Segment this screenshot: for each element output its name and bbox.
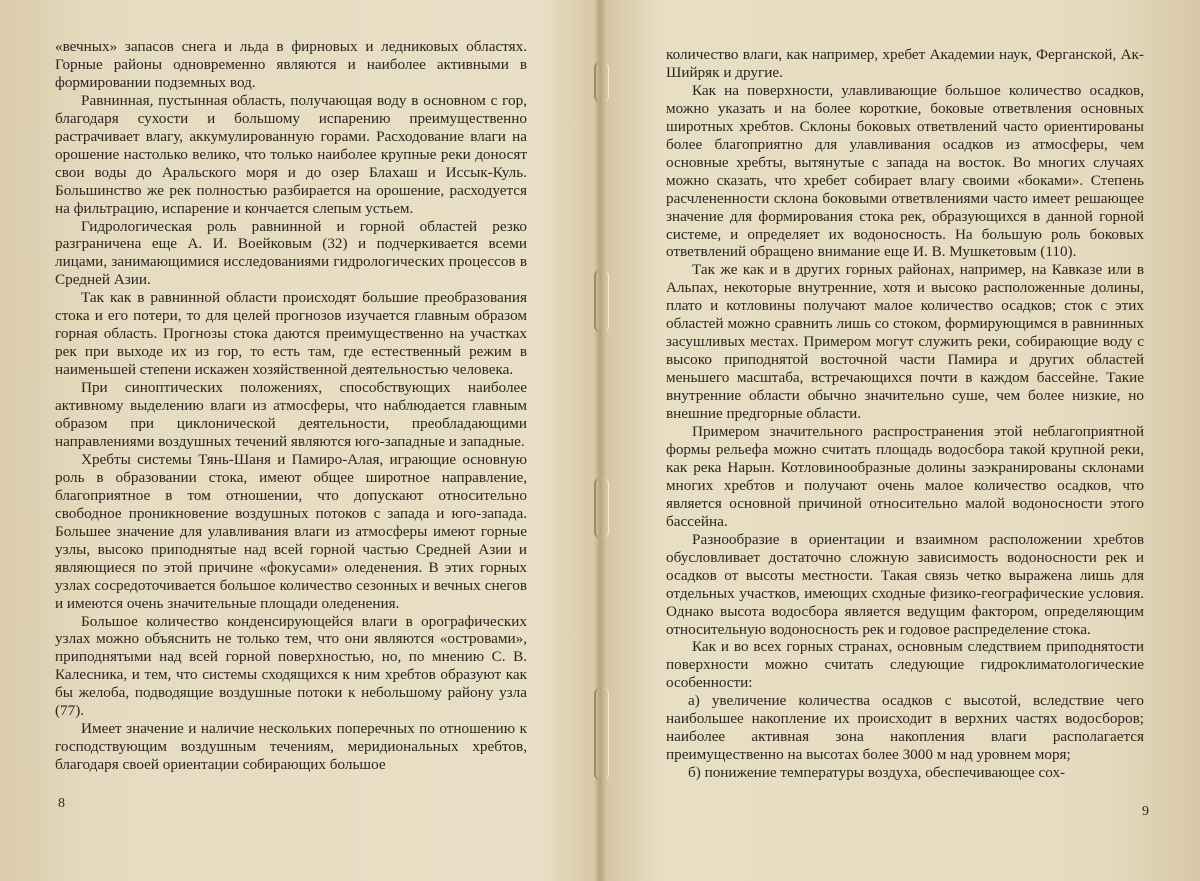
paragraph: Примером значительного распространения этой неблагоприятной формы рельефа можно считать площадь водосбора такой крупной реки, как река Нарын. Котловинообразные долины заэкранированы склонами многих хребтов и получают очень малое количество осадков, что является основной причиной относительно малой водоносности этого бассейна. [666, 423, 1144, 530]
right-page [602, 0, 1200, 881]
paragraph: При синоптических положениях, способствующих наиболее активному выделению влаги из атмосферы, что наблюдается главным образом при циклонической деятельности, преобладающими направлениями воздушных течений являются юго-западные и западные. [55, 379, 527, 450]
paragraph: Хребты системы Тянь-Шаня и Памиро-Алая, играющие основную роль в образовании стока, имеют общее широтное направление, благоприятное в том отношении, что допускают относительно свободное проникновение воздушных потоков с запада и юго-запада. Большее значение для улавливания влаги из атмосферы имеют горные узлы, высоко приподнятые над всей горной частью Средней Азии и являющиеся по этой причине «фокусами» оледенения. В этих горных узлах сосредоточивается большое количество сезонных и вечных снегов и имеются очень значительные площади оледенения. [55, 450, 527, 612]
page-number: 8 [58, 796, 65, 811]
paragraph: Так как в равнинной области происходят большие преобразования стока и его потери, то для целей прогнозов изучается главным образом горная область. Прогнозы стока даются преимущественно на участках рек при выходе их из гор, то есть там, где естественный режим в наименьшей степени искажен хозяйственной деятельностью человека. [55, 289, 527, 379]
left-page [0, 0, 598, 881]
paragraph: Имеет значение и наличие нескольких поперечных по отношению к господствующим воздушным течениям, меридиональных хребтов, благодаря своей ориентации собирающих большое [55, 720, 527, 774]
page-number: 9 [1142, 804, 1149, 819]
list-item: а) увеличение количества осадков с высотой, вследствие чего наибольшее накопление их происходит в верхних частях водосборов; наиболее активная зона накопления влаги располагается преимущественно на высотах более 3000 м над уровнем моря; [666, 692, 1144, 764]
paragraph: Как на поверхности, улавливающие большое количество осадков, можно указать и на более короткие, боковые ответвления основных широтных хребтов. Склоны боковых ответвлений часто ориентированы более благоприятно для улавливания осадков из атмосферы, чем основные хребты, вытянутые с запада на восток. Во многих случаях можно сказать, что хребет собирает влагу своими «боками». Степень расчлененности склона боковыми ответвлениями часто имеет решающее значение для формирования стока рек, образующихся в данной горной системе, и определяет их водоносность. На большую роль боковых ответвлений обращено внимание еще И. В. Мушкетовым (110). [666, 81, 1144, 261]
right-page-text [666, 46, 1144, 782]
paragraph: Гидрологическая роль равнинной и горной областей резко разграничена еще А. И. Воейковым (32) и подчеркивается всеми лицами, занимающимися исследованиями гидрологических процессов в Средней Азии. [55, 217, 527, 289]
left-page-text [55, 38, 527, 774]
paragraph: «вечных» запасов снега и льда в фирновых и ледниковых областях. Горные районы одновременно являются и наиболее активными в формировании подземных вод. [55, 38, 527, 91]
paragraph: Разнообразие в ориентации и взаимном расположении хребтов обусловливает достаточно сложную зависимость водоносности рек и осадков от высоты местности. Такая связь четко выражена лишь для отдельных участков, имеющих сходные физико-географические условия. Однако высота водосбора является ведущим фактором, определяющим относительную водоносность рек и годовое распределение стока. [666, 530, 1144, 638]
paragraph: Равнинная, пустынная область, получающая воду в основном с гор, благодаря сухости и большому испарению преимущественно растрачивает влагу, аккумулированную горами. Расходование влаги на орошение настолько велико, что только наиболее крупные реки доносят свои воды до Аральского моря и до озер Блахаш и Иссык-Куль. Большинство же рек полностью разбирается на орошение, расходуется на фильтрацию, испарение и кончается слепым устьем. [55, 91, 527, 217]
list-item: б) понижение температуры воздуха, обеспечивающее сох- [688, 764, 1066, 782]
paragraph: Большое количество конденсирующейся влаги в орографических узлах можно объяснить не только тем, что они являются «островами», приподнятыми над всей горной поверхностью, но, по мнению С. В. Калесника, и тем, что системы сходящихся к ним хребтов образуют как бы желоба, подводящие воздушные потоки к небольшому району узла (77). [55, 612, 527, 720]
paragraph: Как и во всех горных странах, основным следствием приподнятости поверхности можно считать следующие гидроклиматологические особенности: [666, 638, 1144, 692]
paragraph: Так же как и в других горных районах, например, на Кавказе или в Альпах, некоторые внутренние, хотя и высоко расположенные долины, плато и котловины получают малое количество осадков; сток с этих областей можно сравнить лишь со стоком, формирующимся в равнинных засушливых местах. Примером могут служить реки, собирающие воду с высоко приподнятой восточной части Памира и других областей меньшего масштаба, встречающихся почти в каждом бассейне. Такие внутренние области обычно значительно суше, чем более низкие, но внешние предгорные области. [666, 261, 1144, 423]
paragraph: количество влаги, как например, хребет Академии наук, Ферганской, Ак-Шийряк и другие. [666, 46, 1144, 81]
